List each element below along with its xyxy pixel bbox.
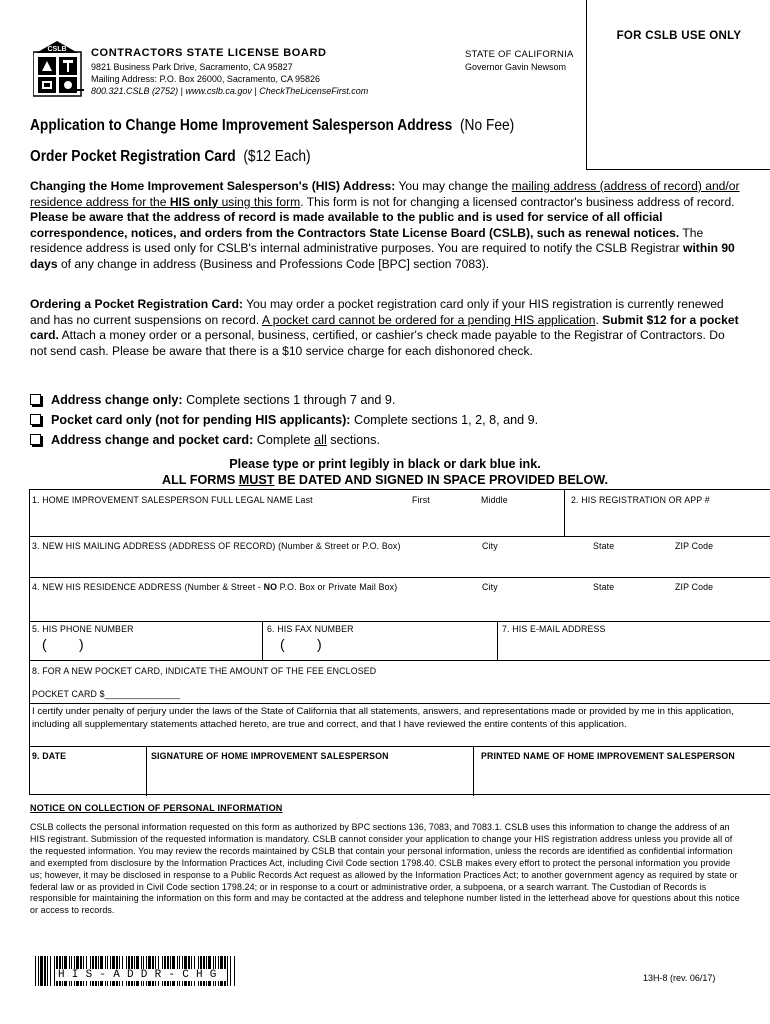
governor-name: Governor Gavin Newsom: [465, 62, 567, 72]
barcode-bar: [230, 956, 231, 986]
option-address-and-pocket-card[interactable]: [30, 433, 380, 447]
field-email-address[interactable]: 7. HIS E-MAIL ADDRESS: [502, 624, 606, 634]
barcode-bar: [44, 956, 46, 986]
barcode-bar: [35, 956, 36, 986]
agency-name: CONTRACTORS STATE LICENSE BOARD: [91, 47, 327, 59]
field-fax-number[interactable]: 6. HIS FAX NUMBER: [267, 624, 354, 634]
p1-u1: mailing address (address of record) and/or residence address for the: [30, 179, 740, 209]
p1-b2: within 90 days: [30, 241, 735, 271]
label-mailing-state: State: [593, 541, 615, 551]
field-pocket-card-amount[interactable]: POCKET CARD $_______________: [32, 689, 181, 699]
barcode-bar: [227, 956, 228, 986]
certification-statement: I certify under penalty of perjury under the laws of the State of California that all statements, answers, and representations made or provided by me in this application, including all supplementary statements attached hereto, are true and correct, and that I have reviewed the entire contents of this application.: [32, 706, 734, 730]
p1-t4: of any change in address (Business and Professions Code [BPC] section 7083).: [57, 256, 490, 271]
field-printed-name[interactable]: PRINTED NAME OF HOME IMPROVEMENT SALESPERSON: [481, 751, 735, 761]
field-residence-address[interactable]: [32, 582, 397, 592]
label-residence-zip: ZIP Code: [675, 582, 714, 592]
label-mailing-city: City: [482, 541, 498, 551]
phone-area-close: ): [79, 636, 84, 652]
barcode-bar: [40, 956, 43, 986]
res-label-a: 4. NEW HIS RESIDENCE ADDRESS (Number & Street -: [32, 582, 264, 592]
logo-text: CSLB: [47, 46, 67, 53]
checkbox-address-and-pocket-card[interactable]: [30, 434, 41, 445]
phone-area-open: (: [42, 636, 47, 652]
address-change-paragraph: [30, 179, 742, 272]
cslb-use-only-box: [586, 0, 770, 170]
pocket-card-lead: Ordering a Pocket Registration Card:: [30, 297, 244, 311]
option-pocket-card-only[interactable]: [30, 413, 538, 427]
field-mailing-address[interactable]: 3. NEW HIS MAILING ADDRESS (ADDRESS OF RECORD) (Number & Street or P.O. Box): [32, 541, 401, 551]
field-his-registration[interactable]: 2. HIS REGISTRATION OR APP #: [571, 495, 710, 505]
label-residence-city: City: [482, 582, 498, 592]
cslb-logo: [33, 40, 85, 98]
street-address: 9821 Business Park Drive, Sacramento, CA 95827: [91, 62, 293, 72]
checkbox-pocket-card-only[interactable]: [30, 414, 41, 425]
option3-bold: Address change and pocket card:: [51, 433, 254, 447]
option1-text: Complete sections 1 through 7 and 9.: [182, 393, 396, 407]
label-mailing-zip: ZIP Code: [675, 541, 714, 551]
option2-bold: Pocket card only (not for pending HIS applicants):: [51, 413, 351, 427]
p1-t3: The residence address is used only for CSLB's internal administrative purposes. You are required to notify the CSLB Registrar: [30, 225, 704, 255]
p1-t2: . This form is not for changing a licensed contractor's business address of record.: [300, 194, 735, 209]
state-of-california: STATE OF CALIFORNIA: [465, 49, 574, 60]
p1-his-only: HIS only: [169, 194, 219, 209]
res-label-no: NO: [263, 582, 278, 592]
option3-all: all: [314, 433, 327, 447]
label-residence-state: State: [593, 582, 615, 592]
notice-text: CSLB collects the personal information requested on this form as authorized by BPC sections 136, 7083, and 7083.1. CSLB uses this information to change the address of an HIS registrant. Submission of the requested information is mandatory. CSLB cannot consider your application to change your HIS registration address unless you provide all of the requested information. You may review the records maintained by CSLB that contain your personal information, unless the records are identified as confidential information and exempted from disclosure by the Information Practices Act, including Civil Code section 1798.40. CSLB makes every effort to protect the personal information you provide us; however, it may be disclosed in response to a Public Records Act request as allowed by the Information Practices Act; to another government agency as required by state or federal law or as provided in Civil Code section 1798.24; or in response to a court or administrative order, a subpoena, or a search warrant. The Custodian of Records is responsible for maintaining the information on this form and may be contacted at the address and telephone number listed in the letterhead above for questions about this notice or access to records.: [30, 822, 740, 916]
p2-t3: Attach a money order or a personal, business, certified, or cashier's check made payable to the Registrar of Contractors. Do not send cash. Please be aware that there is a $10 service charge for each dishonored check.: [30, 328, 725, 358]
form-number: 13H-8 (rev. 06/17): [643, 973, 716, 983]
p2-u1: A pocket card cannot be ordered for a pending HIS application: [261, 312, 596, 327]
p2-t1: You may order a pocket registration card only if your HIS registration is currently renewed and has no current suspensions on record.: [30, 297, 724, 327]
title-address-text: Application to Change Home Improvement Salesperson Address: [30, 117, 453, 134]
ink-line2a: ALL FORMS: [162, 473, 239, 487]
barcode-bar: [54, 956, 55, 986]
label-middle: Middle: [481, 495, 508, 505]
field-signature[interactable]: SIGNATURE OF HOME IMPROVEMENT SALESPERSON: [151, 751, 389, 761]
ink-line2b: BE DATED AND SIGNED IN SPACE PROVIDED BELOW.: [274, 473, 608, 487]
form-title-address: [30, 117, 514, 135]
ink-instruction: Please type or print legibly in black or dark blue ink.: [229, 457, 541, 471]
barcode-bar: [234, 956, 235, 986]
option2-text: Complete sections 1, 2, 8, and 9.: [350, 413, 539, 427]
phone-web-line: 800.321.CSLB (2752) | www.cslb.ca.gov | CheckTheLicenseFirst.com: [91, 86, 369, 96]
title-pocket-fee: ($12 Each): [243, 148, 311, 165]
pocket-card-paragraph: [30, 297, 742, 359]
res-label-b: P.O. Box or Private Mail Box): [277, 582, 398, 592]
option-address-change-only[interactable]: [30, 393, 395, 407]
barcode-bar: [47, 956, 48, 986]
signature-instruction: [0, 473, 770, 487]
title-address-fee: (No Fee): [459, 117, 515, 134]
fee-amount-instruction: 8. FOR A NEW POCKET CARD, INDICATE THE AMOUNT OF THE FEE ENCLOSED: [32, 666, 377, 676]
option1-bold: Address change only:: [51, 393, 183, 407]
p1-b1: Please be aware that the address of record is made available to the public and is used for service of all official correspondence, notices, and orders from the Contractors State License Board (CSLB), such as renewal notices.: [30, 210, 680, 240]
barcode-bar: [50, 956, 51, 986]
p2-b1: Submit $12 for a pocket card.: [30, 312, 739, 342]
label-first: First: [412, 495, 430, 505]
field-date[interactable]: 9. DATE: [32, 751, 67, 761]
barcode-text: HIS-ADDR-CHG: [58, 969, 224, 981]
option3-text: Complete: [253, 433, 315, 447]
cslb-use-only-label: FOR CSLB USE ONLY: [616, 30, 742, 42]
title-pocket-text: Order Pocket Registration Card: [30, 148, 236, 165]
barcode-bar: [38, 956, 39, 986]
p1-t1: You may change the: [395, 179, 512, 193]
field-phone-number[interactable]: 5. HIS PHONE NUMBER: [32, 624, 134, 634]
fax-area-close: ): [317, 636, 322, 652]
fax-area-open: (: [280, 636, 285, 652]
address-change-lead: Changing the Home Improvement Salesperson's (HIS) Address:: [30, 179, 396, 193]
ink-must: MUST: [238, 473, 275, 487]
field-full-legal-name[interactable]: 1. HOME IMPROVEMENT SALESPERSON FULL LEGAL NAME Last: [32, 495, 313, 505]
option3-tail: sections.: [326, 433, 380, 447]
checkbox-address-change-only[interactable]: [30, 394, 41, 405]
mailing-address: Mailing Address: P.O. Box 26000, Sacramento, CA 95826: [91, 74, 320, 84]
p1-u1c: using this form: [218, 194, 301, 209]
form-title-pocket-card: [30, 148, 311, 166]
notice-title: NOTICE ON COLLECTION OF PERSONAL INFORMATION: [30, 803, 283, 813]
application-form: [29, 489, 770, 795]
p2-t2: .: [595, 312, 603, 327]
